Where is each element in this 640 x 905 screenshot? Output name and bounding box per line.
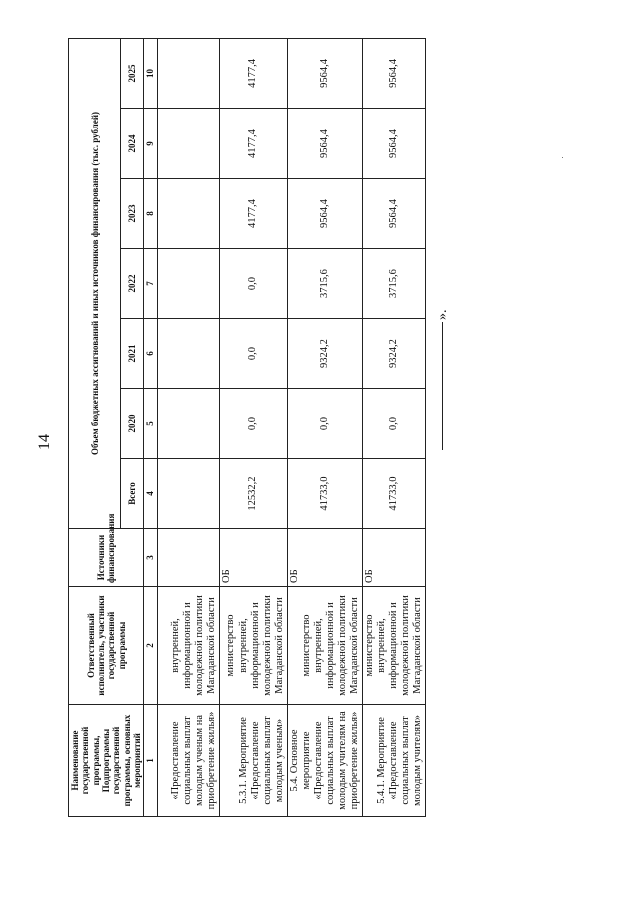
table-row (287, 38, 362, 816)
year-value (157, 249, 219, 319)
header-year: 2020 (121, 389, 144, 459)
table-row (219, 38, 287, 816)
measure-name: 5.4.1. Мероприятие «Предоставление социальных выплат молодым учителям» (363, 705, 426, 817)
year-value: 9324,2 (363, 319, 426, 389)
column-number: 1 (144, 705, 157, 817)
year-value: 9564,4 (363, 38, 426, 108)
scan-speck (562, 157, 563, 158)
measure-name: «Предоставление социальных выплат молодым ученым на приобретение жилья» (157, 705, 219, 817)
executor: министерство внутренней, информационной и молодежной политики Магаданской области (363, 587, 426, 705)
header-year: 2024 (121, 109, 144, 179)
header-executor: Ответственный исполнитель, участники государственной программы (69, 587, 144, 705)
year-value: 4177,4 (219, 109, 287, 179)
executor: министерство внутренней, информационной и молодежной политики Магаданской области (287, 587, 362, 705)
year-value: 9564,4 (287, 109, 362, 179)
year-value: 0,0 (219, 319, 287, 389)
year-value (157, 38, 219, 108)
column-number-row (144, 38, 157, 816)
total-value: 12532,2 (219, 459, 287, 529)
funding-source: ОБ (287, 529, 362, 587)
column-number: 9 (144, 109, 157, 179)
year-value: 3715,6 (363, 249, 426, 319)
header-year: 2022 (121, 249, 144, 319)
column-number: 4 (144, 459, 157, 529)
year-value: 0,0 (287, 389, 362, 459)
total-value: 41733,0 (363, 459, 426, 529)
signature-line (442, 322, 443, 450)
year-value: 4177,4 (219, 38, 287, 108)
year-value (157, 319, 219, 389)
budget-table (68, 38, 426, 817)
year-value: 0,0 (363, 389, 426, 459)
measure-name: 5.3.1. Мероприятие «Предоставление социальных выплат молодым ученым» (219, 705, 287, 817)
total-value (157, 459, 219, 529)
header-total: Всего (121, 459, 144, 529)
year-value: 9564,4 (287, 38, 362, 108)
column-number: 6 (144, 319, 157, 389)
column-number: 10 (144, 38, 157, 108)
funding-source: ОБ (363, 529, 426, 587)
header-source: Источники финансирования (69, 529, 144, 587)
year-value (157, 389, 219, 459)
header-year: 2023 (121, 179, 144, 249)
year-value: 9564,4 (363, 179, 426, 249)
column-number: 5 (144, 389, 157, 459)
year-value (157, 109, 219, 179)
year-value: 9564,4 (287, 179, 362, 249)
year-value: 4177,4 (219, 179, 287, 249)
column-number: 7 (144, 249, 157, 319)
header-year: 2021 (121, 319, 144, 389)
table-row (157, 38, 219, 816)
executor: внутренней, информационной и молодежной политики Магаданской области (157, 587, 219, 705)
year-value: 0,0 (219, 249, 287, 319)
header-name: Наименование государственной программы, Подпрограммы государственной программы, основных мероприятий (69, 705, 144, 817)
year-value: 9564,4 (363, 109, 426, 179)
year-value: 9324,2 (287, 319, 362, 389)
funding-source (157, 529, 219, 587)
closing-mark (435, 310, 451, 451)
total-value: 41733,0 (287, 459, 362, 529)
year-value (157, 179, 219, 249)
column-number: 3 (144, 529, 157, 587)
header-year: 2025 (121, 38, 144, 108)
page-number: 14 (36, 434, 53, 450)
year-value: 3715,6 (287, 249, 362, 319)
table-row (363, 38, 426, 816)
column-number: 8 (144, 179, 157, 249)
column-number: 2 (144, 587, 157, 705)
year-value: 0,0 (219, 389, 287, 459)
funding-source: ОБ (219, 529, 287, 587)
executor: министерство внутренней, информационной и молодежной политики Магаданской области (219, 587, 287, 705)
header-funding-group: Объем бюджетных ассигнований и иных источников финансирования (тыс. рублей) (69, 38, 121, 528)
closing-quote: ». (435, 309, 450, 320)
measure-name: 5.4. Основное мероприятие «Предоставление социальных выплат молодым учителям на приобретение жилья» (287, 705, 362, 817)
